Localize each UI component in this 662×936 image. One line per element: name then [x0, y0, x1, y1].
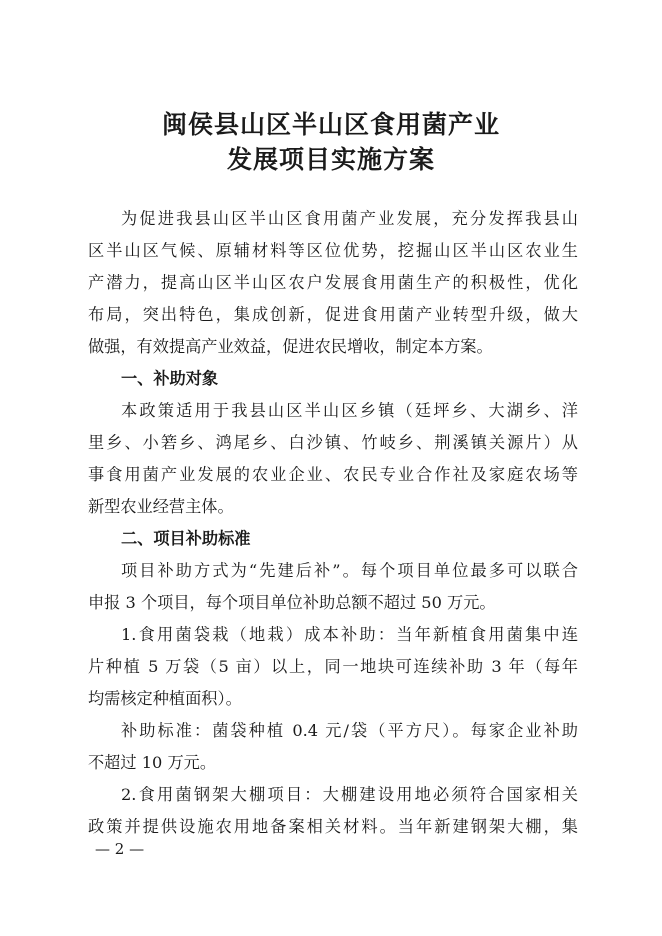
intro-line: 做强，有效提高产业效益，促进农民增收，制定本方案。 — [88, 337, 493, 356]
document-title-line-1: 闽侯县山区半山区食用菌产业 — [161, 110, 500, 139]
intro-line: 产潜力，提高山区半山区农户发展食用菌生产的积极性，优化 — [88, 273, 578, 292]
section1-line: 本政策适用于我县山区半山区乡镇（廷坪乡、大湖乡、洋 — [121, 401, 578, 420]
section2-line: 项目补助方式为“先建后补”。每个项目单位最多可以联合 — [121, 561, 578, 580]
document-title-line-2: 发展项目实施方案 — [226, 145, 435, 174]
item1-standard-line: 不超过 10 万元。 — [88, 753, 217, 772]
item2-line: 2.食用菌钢架大棚项目：大棚建设用地必须符合国家相关 — [121, 785, 578, 804]
section1-line: 事食用菌产业发展的农业企业、农民专业合作社及家庭农场等 — [88, 465, 578, 484]
item1-line: 均需核定种植面积）。 — [88, 689, 242, 708]
intro-line: 为促进我县山区半山区食用菌产业发展，充分发挥我县山 — [121, 209, 578, 228]
intro-line: 区半山区气候、原辅材料等区位优势，挖掘山区半山区农业生 — [88, 241, 578, 260]
item1-line: 1.食用菌袋栽（地栽）成本补助：当年新植食用菌集中连 — [121, 625, 578, 644]
item1-line: 片种植 5 万袋（5 亩）以上，同一地块可连续补助 3 年（每年 — [88, 657, 578, 676]
section-heading-subsidy-target: 一、补助对象 — [121, 369, 219, 388]
item2-line: 政策并提供设施农用地备案相关材料。当年新建钢架大棚，集 — [88, 817, 578, 836]
item1-standard-line: 补助标准：菌袋种植 0.4 元/袋（平方尺）。每家企业补助 — [121, 721, 578, 740]
section2-line: 申报 3 个项目，每个项目单位补助总额不超过 50 万元。 — [88, 593, 496, 612]
section1-line: 新型农业经营主体。 — [88, 497, 234, 516]
intro-line: 布局，突出特色，集成创新，促进食用菌产业转型升级，做大 — [88, 305, 578, 324]
section1-line: 里乡、小箬乡、鸿尾乡、白沙镇、竹岐乡、荆溪镇关源片）从 — [88, 433, 578, 452]
section-heading-subsidy-standard: 二、项目补助标准 — [121, 529, 251, 548]
page-number: — 2 — — [95, 840, 145, 858]
